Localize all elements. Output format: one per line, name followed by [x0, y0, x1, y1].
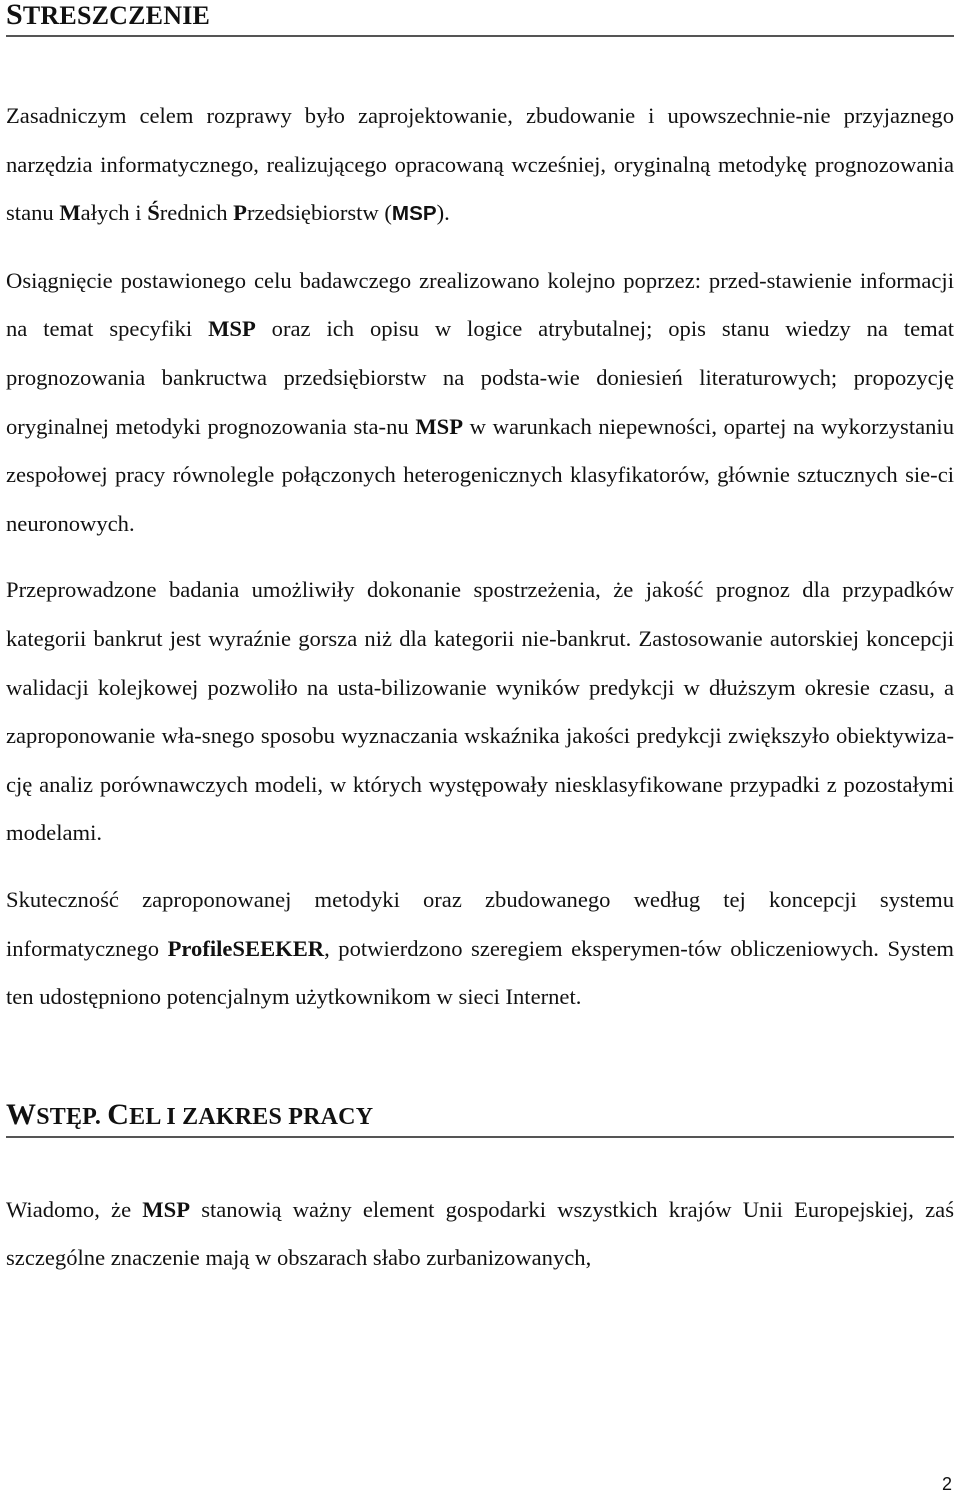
p4-text-b: , potwierdzono szeregiem eksperymen-tów obliczeniowych. System ten udostępniono potencjalnym użytkownikom w sieci Internet.	[6, 935, 954, 1010]
heading2-rest-c: EL I ZAKRES PRACY	[129, 1103, 374, 1130]
p5-bold-msp: MSP	[142, 1196, 190, 1222]
p1-bold-msp: MSP	[391, 202, 437, 226]
p3-text: Przeprowadzone badania umożliwiły dokonanie spostrzeżenia, że jakość prognoz dla przypadków kategorii bankrut jest wyraźnie gorsza niż dla kategorii nie-bankrut. Zastosowanie autorskiej koncepcji walidacji kolejkowej pozwoliło na usta-bilizowanie wyników predykcji w dłuższym okresie czasu, a zaproponowanie wła-snego sposobu wyznaczania wskaźnika jakości predykcji zwiększyło obiektywiza-cję analiz porównawczych modeli, w których występowały niesklasyfikowane przypadki z pozostałymi modelami.	[6, 577, 954, 846]
p1-text-a: Zasadniczym celem rozprawy było zaprojektowanie, zbudowanie i upowszechnie-nie przyjaznego narzędzia informatycznego, realizującego opracowaną wcześniej, oryginalną metodykę prognozowania stanu	[6, 103, 954, 226]
p1-text-b: ałych i	[80, 200, 148, 226]
p5-text-b: stanowią ważny element gospodarki wszystkich krajów Unii Europejskiej, zaś szczególne znaczenie mają w obszarach słabo zurbanizowanych,	[6, 1196, 954, 1271]
p2-text-b: oraz ich opisu w logice atrybutalnej; opis stanu wiedzy na temat prognozowania bankructwa przedsiębiorstw na podsta-wie doniesień literaturowych; propozycję oryginalnej metodyki prognozowania sta-nu	[6, 316, 954, 439]
section-heading-streszczenie	[6, 0, 954, 37]
heading2-rest-w: STĘP	[36, 1103, 95, 1130]
p4-bold-profileseeker: ProfileSEEKER	[167, 935, 325, 961]
p2-bold-msp-1: MSP	[208, 316, 256, 342]
p4-text-a: Skuteczność zaproponowanej metodyki oraz zbudowanego według tej koncepcji systemu informatycznego	[6, 886, 954, 961]
paragraph-3	[6, 566, 954, 858]
p1-text-d: rzedsiębiorstw (	[246, 200, 392, 226]
heading2-initial-w: W	[6, 1097, 37, 1131]
p1-text-c: rednich	[159, 200, 234, 226]
heading2-initial-c: C	[107, 1097, 130, 1131]
heading-rest: TRESZCZENIE	[22, 1, 211, 30]
p2-bold-msp-2: MSP	[415, 413, 464, 439]
paragraph-4	[6, 876, 954, 1022]
section-heading-wstep	[6, 1097, 954, 1138]
p1-bold-p: P	[233, 200, 247, 226]
heading2-sep: .	[94, 1103, 108, 1130]
page-number: 2	[941, 1474, 952, 1494]
p1-bold-m: M	[59, 200, 81, 226]
p2-text-c: w warunkach niepewności, opartej na wykorzystaniu zespołowej pracy równolegle połączonych heterogenicznych klasyfikatorów, głównie sztucznych sie-ci neuronowych.	[6, 413, 954, 536]
p1-text-e: ).	[436, 200, 450, 226]
heading-initial: S	[6, 0, 23, 31]
paragraph-1	[6, 92, 954, 239]
paragraph-2	[6, 257, 954, 549]
p2-text-a: Osiągnięcie postawionego celu badawczego zrealizowano kolejno poprzez: przed-stawienie informacji na temat specyfiki	[6, 267, 954, 342]
document-page	[6, 0, 954, 1283]
p5-text-a: Wiadomo, że	[6, 1196, 143, 1222]
paragraph-5	[6, 1186, 954, 1283]
p1-bold-s: Ś	[147, 200, 160, 226]
